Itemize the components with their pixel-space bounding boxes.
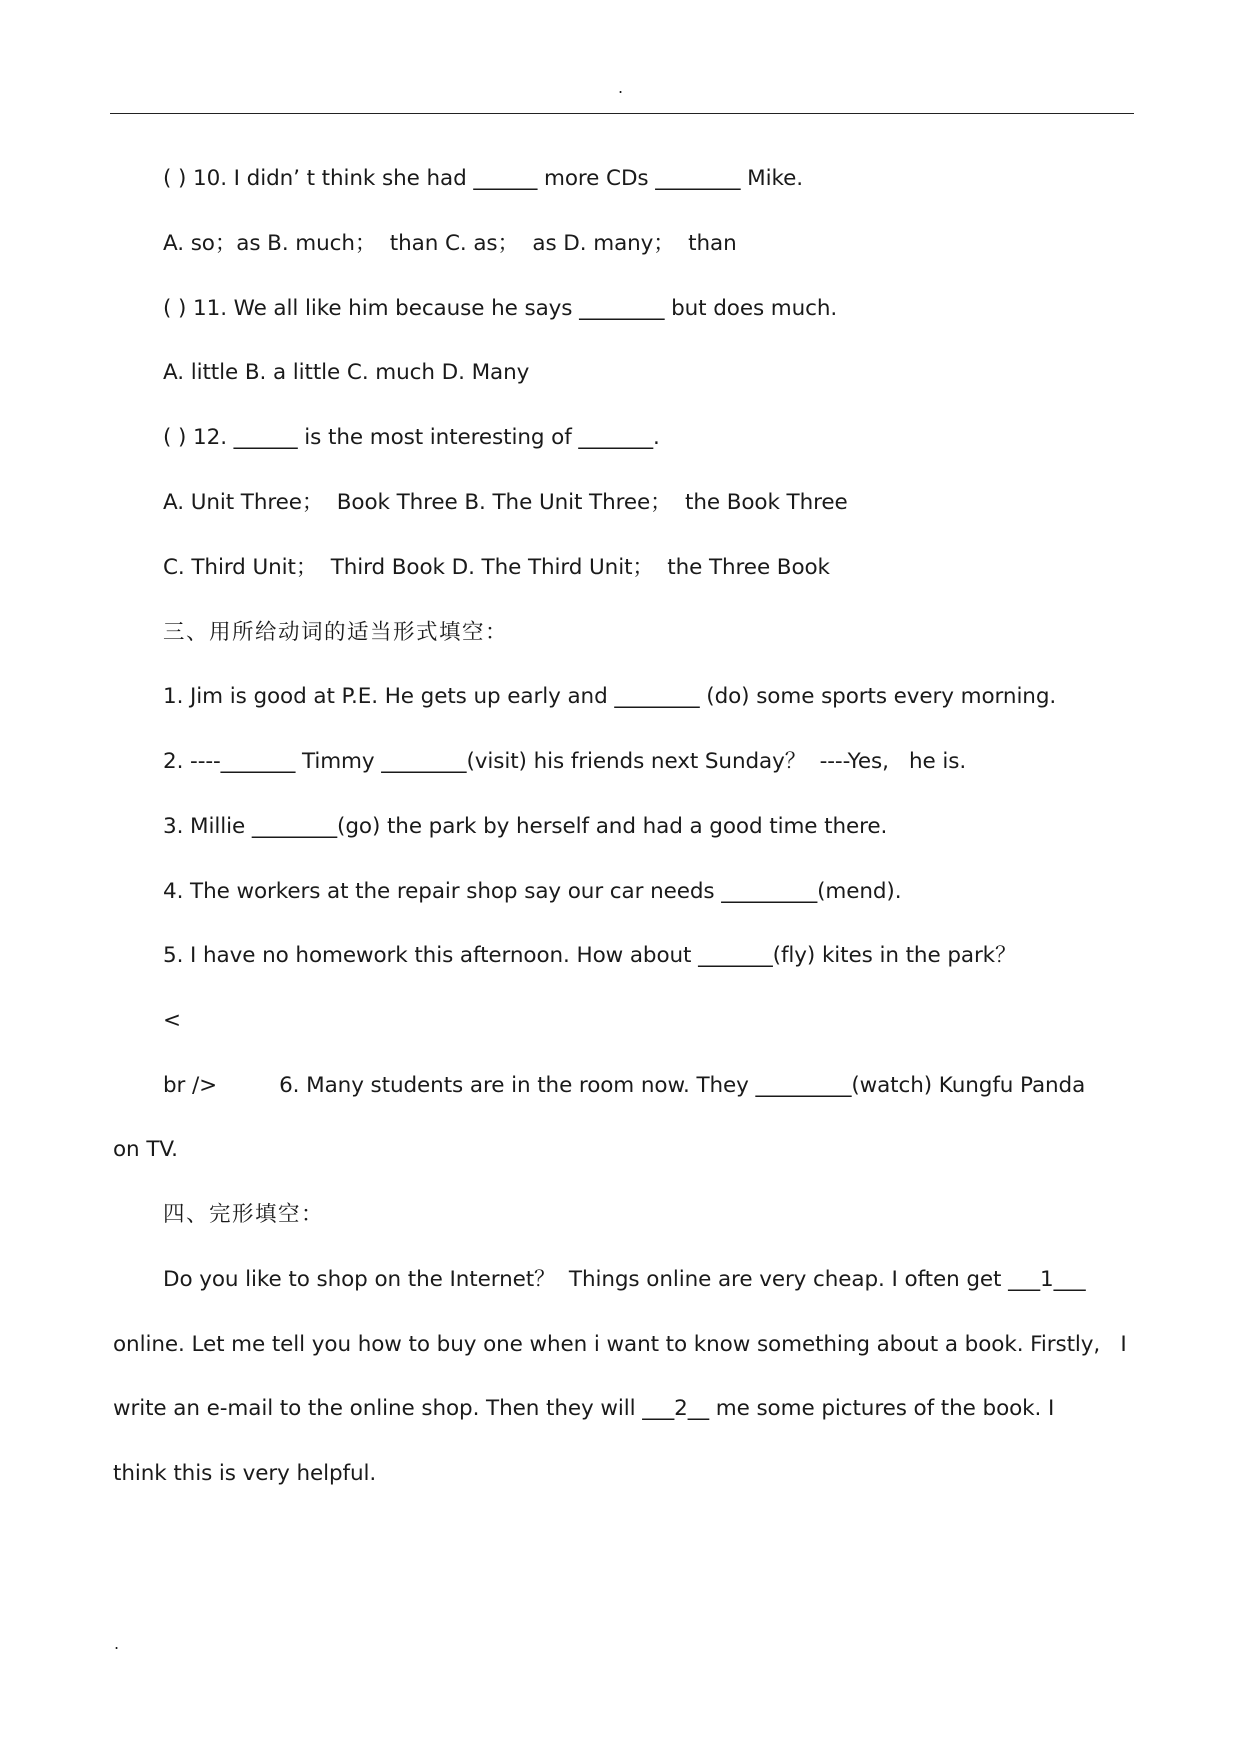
question-10: ( ) 10. I didn’ t think she had ______ more CDs ________ Mike. (163, 166, 803, 191)
section-3-question-5: 5. I have no homework this afternoon. How about _______(fly) kites in the park？ (163, 943, 1017, 968)
stray-markup-lt: < (163, 1008, 181, 1033)
question-12: ( ) 12. ______ is the most interesting of _______. (163, 425, 660, 450)
question-10-options: A. so；as B. much； than C. as； as D. many； than (163, 231, 737, 256)
section-3-question-4: 4. The workers at the repair shop say our car needs _________(mend). (163, 879, 902, 904)
question-11: ( ) 11. We all like him because he says ________ but does much. (163, 296, 838, 321)
cloze-passage-line-4: think this is very helpful. (113, 1461, 377, 1486)
section-3-question-6-continued: on TV. (113, 1137, 178, 1162)
header-rule (110, 113, 1134, 114)
section-3-question-3: 3. Millie ________(go) the park by herself and had a good time there. (163, 814, 888, 839)
cloze-passage-line-2: online. Let me tell you how to buy one when i want to know something about a book. Firstly, I (113, 1332, 1127, 1357)
cloze-passage-line-3: write an e-mail to the online shop. Then they will ___2__ me some pictures of the book. I (113, 1396, 1055, 1421)
header-mark: . (618, 78, 624, 97)
section-3-question-1: 1. Jim is good at P.E. He gets up early and ________ (do) some sports every morning. (163, 684, 1057, 709)
footer-mark: . (114, 1634, 120, 1653)
section-3-question-6: 6. Many students are in the room now. They _________(watch) Kungfu Panda (279, 1073, 1086, 1098)
question-12-options-2: C. Third Unit； Third Book D. The Third Unit； the Three Book (163, 555, 830, 580)
section-3-question-6-line (163, 1071, 1085, 1101)
stray-markup-br: br /> (163, 1073, 218, 1098)
question-11-options: A. little B. a little C. much D. Many (163, 360, 530, 385)
cloze-passage-line-1: Do you like to shop on the Internet？ Things online are very cheap. I often get ___1___ (163, 1267, 1086, 1292)
question-12-options-1: A. Unit Three； Book Three B. The Unit Three； the Book Three (163, 490, 848, 515)
section-4-heading: 四、完形填空： (163, 1202, 325, 1227)
section-3-question-2: 2. ----_______ Timmy ________(visit) his friends next Sunday？ ----Yes, he is. (163, 749, 967, 774)
section-3-heading: 三、用所给动词的适当形式填空： (163, 620, 509, 645)
